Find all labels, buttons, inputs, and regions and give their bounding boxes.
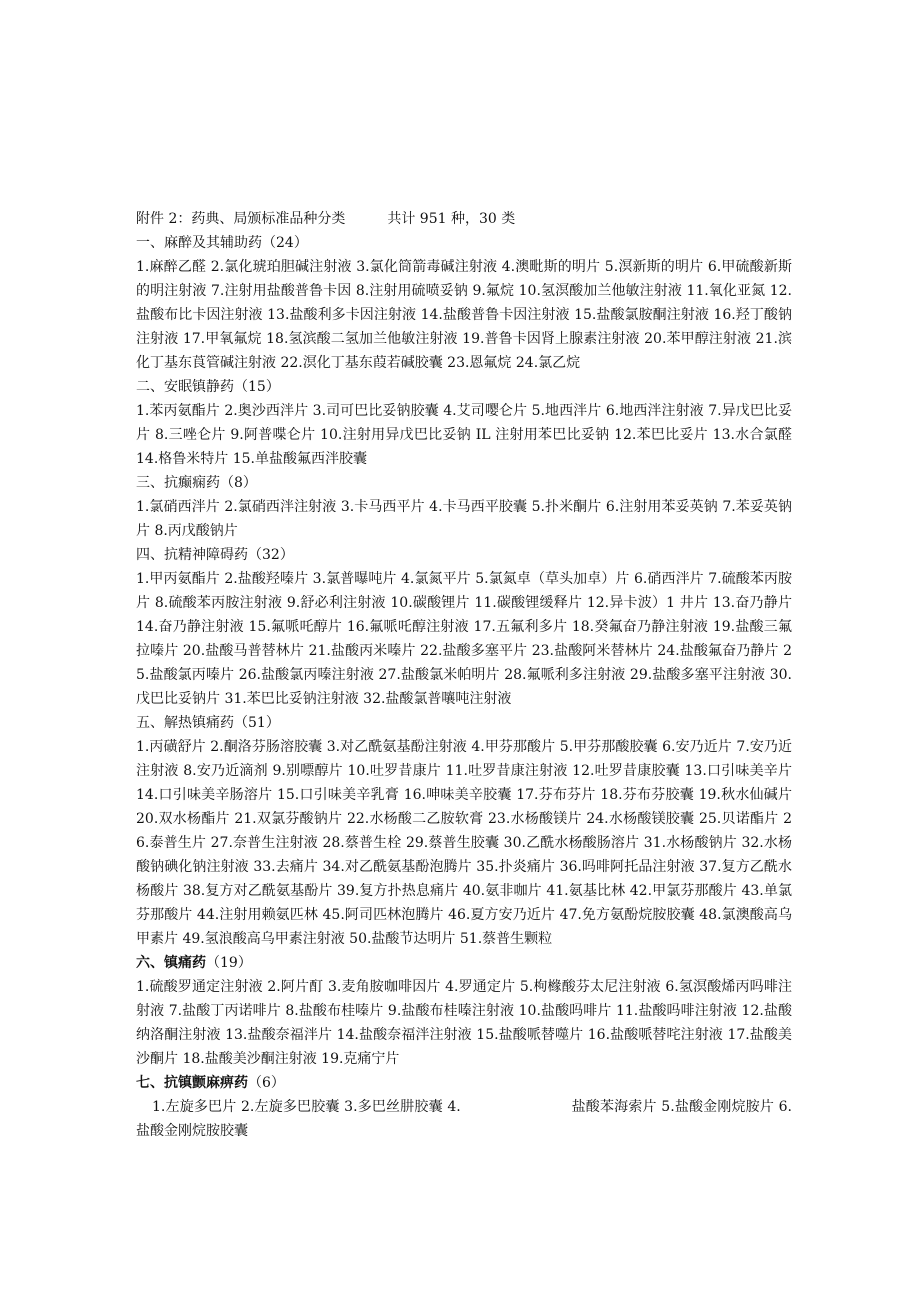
document-title <box>136 207 792 231</box>
section-count: （51） <box>234 715 280 731</box>
section-heading-text: 五、解热镇痛药 <box>136 715 234 731</box>
section-items-5: 1.丙磺舒片 2.酮洛芬肠溶胶囊 3.对乙酰氨基酚注射液 4.甲芬那酸片 5.甲芬那酸胶囊 6.安乃近片 7.安乃近注射液 8.安乃近滴剂 9.别嘌醇片 10.吐罗昔康片 11.吐罗昔康注射液 12.吐罗昔康胶囊 13.口引味美辛片 14.口引味美辛肠溶片 15.口引味美辛乳膏 16.呻味美辛胶囊 17.芬布芬片 18.芬布芬胶囊 19.秋水仙碱片 20.双水杨酯片 21.双氯芬酸钠片 22.水杨酸二乙胺软膏 23.水杨酸镁片 24.水杨酸镁胶囊 25.贝诺酯片 26.泰普生片 27.奈普生注射液 28.蔡普生栓 29.蔡普生胶囊 30.乙酰水杨酸肠溶片 31.水杨酸钠片 32.水杨酸钠碘化钠注射液 33.去痛片 34.对乙酰氨基酚泡腾片 35.扑炎痛片 36.吗啡阿托品注射液 37.复方乙酰水杨酸片 38.复方对乙酰氨基酚片 39.复方扑热息痛片 40.氨非咖片 41.氨基比林 42.甲氯芬那酸片 43.单氯芬那酸片 44.注射用赖氨匹林 45.阿司匹林泡腾片 46.夏方安乃近片 47.免方氨酚烷胺胶囊 48.氯澳酸高乌甲素片 49.氢浪酸高乌甲素注射液 50.盐酸节达明片 51.蔡普生颗粒 <box>136 739 792 947</box>
section-items-1: 1.麻醉乙醛 2.氯化琥珀胆碱注射液 3.氯化筒箭毒碱注射液 4.澳毗斯的明片 5.溟新斯的明片 6.甲硫酸新斯的明注射液 7.注射用盐酸普鲁卡因 8.注射用硫喷妥钠 9.氟烷 10.氢溟酸加兰他敏注射液 11.氧化亚氮 12.盐酸布比卡因注射液 13.盐酸利多卡因注射液 14.盐酸普鲁卡因注射液 15.盐酸氯胺酮注射液 16.羟丁酸钠注射液 17.甲氧氟烷 18.氢滨酸二氢加兰他敏注射液 19.普鲁卡因肾上腺素注射液 20.苯甲醇注射液 21.滨化丁基东莨管碱注射液 22.溟化丁基东葭若碱胶囊 23.恩氟烷 24.氯乙烷 <box>136 259 792 371</box>
section-heading-text: 二、安眠镇静药 <box>136 379 234 395</box>
section-items-2: 1.苯丙氨酯片 2.奥沙西泮片 3.司可巴比妥钠胶囊 4.艾司嘤仑片 5.地西泮片 6.地西泮注射液 7.异戊巴比妥片 8.三唑仑片 9.阿普喋仑片 10.注射用异戊巴比妥钠 IL 注射用苯巴比妥钠 12.苯巴比妥片 13.水合氯醛 14.格鲁米特片 15.单盐酸氟西泮胶囊 <box>136 403 792 467</box>
section-count: （24） <box>262 235 308 251</box>
section-heading-text: 四、抗精神障碍药 <box>136 547 248 563</box>
section-items-6: 1.硫酸罗通定注射液 2.阿片酊 3.麦角胺咖啡因片 4.罗通定片 5.枸橼酸芬太尼注射液 6.氢溟酸烯丙吗啡注射液 7.盐酸丁丙诺啡片 8.盐酸布桂嗪片 9.盐酸布桂嗪注射液 10.盐酸吗啡片 11.盐酸吗啡注射液 12.盐酸纳洛酮注射液 13.盐酸奈福泮片 14.盐酸奈福泮注射液 15.盐酸哌替噬片 16.盐酸哌替咤注射液 17.盐酸美沙酮片 18.盐酸美沙酮注射液 19.克痛宁片 <box>136 979 792 1067</box>
section-heading-text: 一、麻醉及其辅助药 <box>136 235 262 251</box>
section-heading-text: 三、抗癫痫药 <box>136 475 220 491</box>
title-total: 共计 951 种，30 类 <box>387 211 516 227</box>
title-label: 附件 2：药典、局颁标准品种分类 <box>136 211 346 227</box>
section-heading-3 <box>136 471 792 495</box>
section-heading-5 <box>136 711 792 735</box>
section-heading-text: 七、抗镇颤麻痹药 <box>136 1075 248 1091</box>
section-count: （15） <box>234 379 280 395</box>
section-count: （32） <box>248 547 294 563</box>
section-count: （19） <box>206 955 252 971</box>
section-heading-2 <box>136 375 792 399</box>
section-heading-text: 六、镇痛药 <box>136 955 206 971</box>
section-heading-1 <box>136 231 792 255</box>
document-content <box>136 207 828 1143</box>
section-heading-7 <box>136 1071 792 1095</box>
section-items-3: 1.氯硝西泮片 2.氯硝西泮注射液 3.卡马西平片 4.卡马西平胶囊 5.扑米酮片 6.注射用苯妥英钠 7.苯妥英钠片 8.丙戊酸钠片 <box>136 499 792 539</box>
section-heading-4 <box>136 543 792 567</box>
section-count: （6） <box>248 1075 285 1091</box>
section-items-7: 1.左旋多巴片 2.左旋多巴胶囊 3.多巴丝肼胶囊 4. 盐酸苯海索片 5.盐酸金刚烷胺片 6. 盐酸金刚烷胺胶囊 <box>136 1099 828 1139</box>
section-items-4: 1.甲丙氨酯片 2.盐酸羟嗪片 3.氯普曝吨片 4.氯氮平片 5.氯氮卓（草头加卓）片 6.硝西泮片 7.硫酸苯丙胺片 8.硫酸苯丙胺注射液 9.舒必利注射液 10.碳酸锂片 11.碳酸锂缓释片 12.异卡波）1 井片 13.奋乃静片 14.奋乃静注射液 15.氟哌吒醇片 16.氟哌吒醇注射液 17.五氟利多片 18.癸氟奋乃静注射液 19.盐酸三氟拉嗪片 20.盐酸马普替林片 21.盐酸丙米嗪片 22.盐酸多塞平片 23.盐酸阿米替林片 24.盐酸氟奋乃静片 25.盐酸氯丙嗪片 26.盐酸氯丙嗪注射液 27.盐酸氯米帕明片 28.氟哌利多注射液 29.盐酸多塞平注射液 30.戊巴比妥钠片 31.苯巴比妥钠注射液 32.盐酸氯普嚷吨注射液 <box>136 571 792 707</box>
section-heading-6 <box>136 951 792 975</box>
section-count: （8） <box>220 475 257 491</box>
